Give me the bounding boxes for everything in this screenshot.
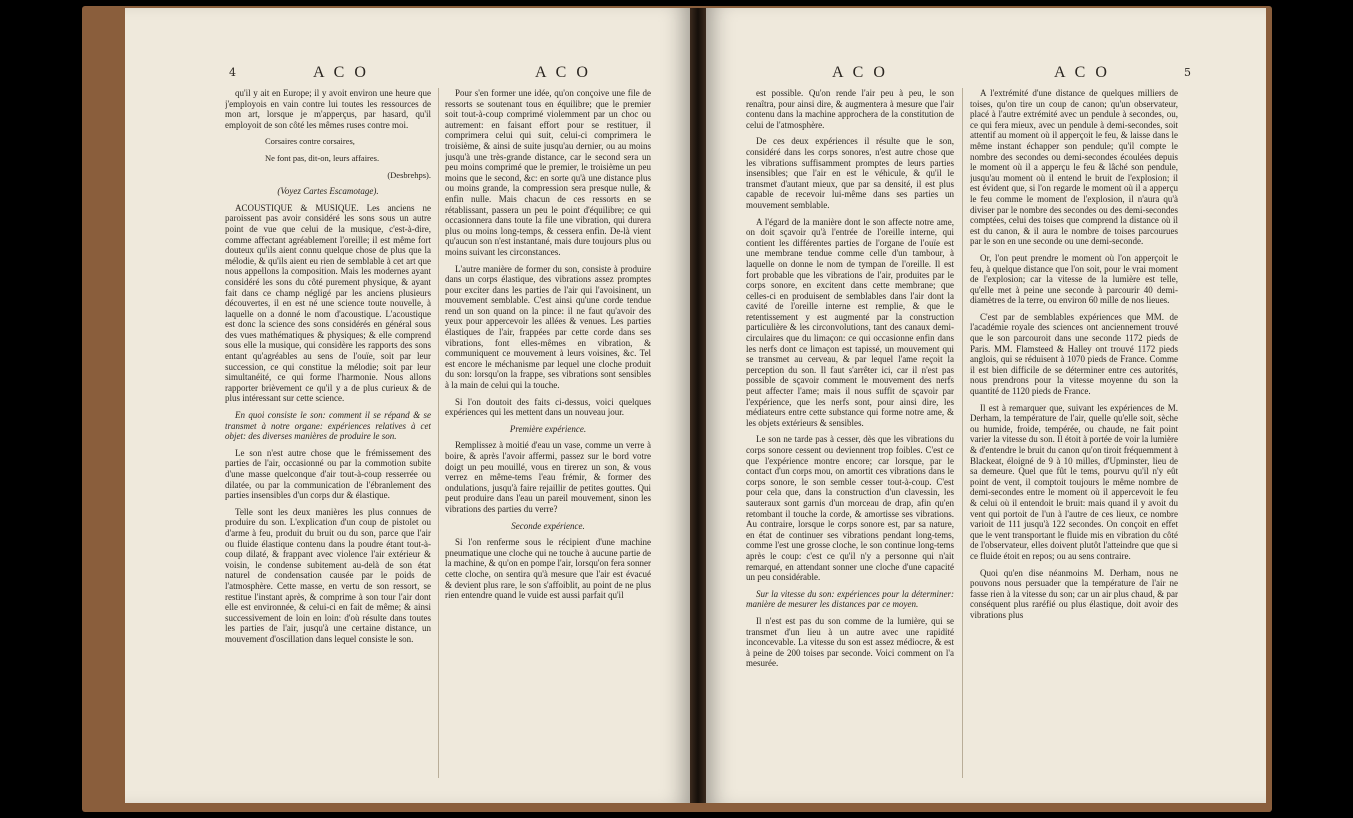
running-head: A C O [832,64,888,81]
running-head: A C O [535,64,591,81]
paragraph: Quoi qu'en dise néanmoins M. Derham, nous ne pouvons nous persuader que la température de l'air ne fasse rien à la vitesse du son; car un air plus chaud, & par conséquent plus raréfié ou plus élastique, doit avoir des vibrations plus [970,567,1178,620]
running-head: A C O [313,64,369,81]
section-heading: En quoi consiste le son: comment il se répand & se transmet à notre organe: expériences relatives à cet objet: des diverses manières de produire le son. [225,410,431,442]
text-column-2 [970,88,1178,778]
page-number: 4 [229,66,236,79]
running-head: A C O [1054,64,1110,81]
column-divider [962,88,963,778]
experiment-heading: Seconde expérience. [511,520,585,531]
verse-attribution: (Desbrehps). [387,169,431,180]
text-column-1 [225,88,431,778]
column-divider [438,88,439,778]
right-page [706,8,1266,803]
paragraph: Or, l'on peut prendre le moment où l'on apperçoit le feu, à quelque distance que l'on soit, pour le vrai moment de l'explosion; car la vitesse de la lumière est telle, qu'elle met à peine une seconde à parcourir 40 demi-diamètres de la terre, ou environ 60 mille de nos lieues. [970,252,1178,306]
verse-line: Corsaires contre corsaires, [265,136,355,147]
paragraph: L'autre manière de former du son, consiste à produire dans un corps élastique, des vibrations assez promptes pour exciter dans les parties de l'air qui l'avoisinent, un mouvement semblable. C'est ainsi qu'une corde tendue rend un son quand on la pince: il ne faut qu'avoir des yeux pour appercevoir les allées & venues. Les parties élastiques de l'air, frappées par cette corde dans ses vibrations, font elles-mêmes en vibration, & communiquent ce mouvement à leurs voisines, &c. Tel est encore le méchanisme par lequel une cloche produit du son: lorsqu'on la frappe, ses vibrations sont sensibles à la main de celui qui la touche. [445,263,651,391]
paragraph: Si l'on doutoit des faits ci-dessus, voici quelques expériences qui les mettent dans un nouveau jour. [445,396,651,418]
paragraph: Le son n'est autre chose que le frémissement des parties de l'air, occasionné ou par la commotion subite d'une masse quelconque d'air tout-à-coup resserrée ou dilatée, ou par la communication de l'ébranlement des parties insensibles d'un corps dur & élastique. [225,447,431,501]
paragraph: De ces deux expériences il résulte que le son, considéré dans les corps sonores, n'est autre chose que les vibrations suffisamment promptes de leurs parties insensibles; que l'air en est le véhicule, & qu'il le transmet d'autant mieux, que par sa densité, il est plus capable de recevoir lui-même dans ses parties un mouvement semblable. [746,136,954,210]
verse-line: Ne font pas, dit-on, leurs affaires. [265,152,380,163]
text-column-1 [746,88,954,778]
paragraph: Pour s'en former une idée, qu'on conçoive une file de ressorts se soutenant tous en équilibre; que le premier soit tout-à-coup comprimé violemment par un choc ou autrement: en faisant effort pour se restituer, il comprimera celui qui suit, celui-ci comprimera le troisième, & ainsi de suite jusqu'au dernier, ou au moins jusqu'à une très-grande distance, car le second sera un peu moins comprimé que le premier, le troisième un peu moins que le second, &c: en sorte qu'à une distance plus ou moins grande, la compression sera presque nulle, & enfin nulle. Mais chacun de ces ressorts en se rétablissant, passera un peu le point d'équilibre; ce qui occasionnera dans toute la file une vibration, qui durera plus ou moins long-temps, & cessera enfin. De-là vient qu'aucun son n'est instantané, mais dure toujours plus ou moins suivant les circonstances. [445,88,651,257]
paragraph: Si l'on renferme sous le récipient d'une machine pneumatique une cloche qui ne touche à aucune partie de la machine, & qu'on en pompe l'air, lorsqu'on fera sonner cette cloche, on sentira qu'à mesure que l'air est évacué & devient plus rare, le son s'affoiblit, au point de ne plus rien entendre quand le vuide est aussi parfait qu'il [445,537,651,601]
paragraph: A l'extrémité d'une distance de quelques milliers de toises, qu'on tire un coup de canon; qu'un observateur, placé à l'autre extrémité avec un pendule à secondes, ou, ce qui fera mieux, avec un pendule à demi-secondes, soit attentif au moment où il apperçoit le feu, & laisse dans le même instant échapper son pendule; qu'il compte le nombre des secondes ou demi-secondes écoulées depuis le moment où il a apperçu le feu & lâché son pendule, jusqu'au moment où il entend le bruit de l'explosion; il est évident que, si l'on regarde le moment où il a apperçu le feu comme le moment de l'explosion, il n'aura qu'à diviser par le nombre des secondes ou des demi-secondes comptées, celui des toises que comprend la distance où il est du canon, & il aura le nombre de toises parcourues par le son en une seconde ou une demi-seconde. [970,88,1178,247]
paragraph: Le son ne tarde pas à cesser, dès que les vibrations du corps sonore cessent ou deviennent trop foibles. C'est ce que l'expérience montre encore; car lorsque, par le contact d'un corps mou, on amortit ces vibrations dans le corps sonore, le son semble cesser tout-à-coup. C'est pour cela que, dans la construction d'un clavessin, les sauteraux sont garnis d'un morceau de drap, afin qu'en retombant il touche la corde, & amortisse ses vibrations. Au contraire, lorsque le corps sonore est, par sa nature, en état de continuer ses vibrations pendant long-tems, comme l'est une grosse cloche, le son continue long-tems après le coup: c'est ce qu'il n'y a personne qui n'ait remarqué, en attendant sonner une cloche d'une capacité un peu considérable. [746,434,954,583]
paragraph: C'est par de semblables expériences que MM. de l'académie royale des sciences ont anciennement trouvé que le son parcouroit dans une seconde 1172 pieds de Paris. MM. Flamsteed & Halley ont trouvé 1172 pieds anglois, qui se réduisent à 1070 pieds de France. Comme il est bien difficile de se déterminer entre ces autorités, nous prendrons pour la vitesse moyenne du son la quantité de 1120 pieds de France. [970,311,1178,397]
left-page [125,8,690,803]
page-number: 5 [1184,66,1191,79]
book-gutter [690,8,706,803]
cross-reference: (Voyez Cartes Escamotage). [277,186,379,197]
paragraph: Il n'est est pas du son comme de la lumière, qui se transmet d'un lieu à un autre avec une rapidité inconcevable. La vitesse du son est assez médiocre, & est à peine de 200 toises par seconde. Voici comment on l'a mesurée. [746,615,954,669]
text-column-2 [445,88,651,778]
paragraph: ACOUSTIQUE & MUSIQUE. Les anciens ne paroissent pas avoir considéré les sons sous un autre point de vue que celui de la musique, c'est-à-dire, comme affectant agréablement l'oreille; il est même fort douteux qu'ils aient connu quelque chose de plus que la mélodie, & qu'ils aient eu rien de semblable à cet art que nous appellons la composition. Mais les modernes ayant considéré les sons du côté purement physique, & ayant fait dans ce champ négligé par les anciens plusieurs découvertes, il en est né une science toute nouvelle, à laquelle on a donné le nom d'acoustique. L'acoustique est donc la science des sons considérés en général sous des vues mathématiques & physiques; & elle comprend sous elle la musique, qui considère les rapports des sons entant qu'agréables au sens de l'ouïe, soit par leur succession, ce qui constitue la mélodie; soit par leur simultanéité, ce qui forme l'harmonie. Nous allons rapporter brièvement ce qu'il y a de plus curieux & de plus intéressant sur cette science. [225,202,431,404]
paragraph: Telle sont les deux manières les plus connues de produire du son. L'explication d'un coup de pistolet ou d'arme à feu, produit du bruit ou du son, parce que l'air ou fluide élastique contenu dans la poudre étant tout-à-coup dilaté, & frappant avec violence l'air extérieur & voisin, le condense subitement au-delà de son état naturel de condensation causée par le poids de l'atmosphère. Cette masse, en vertu de son ressort, se restitue l'instant après, & comprime à son tour l'air dont elle est environnée, & celui-ci en fait de même; & ainsi successivement de loin en loin: d'où résulte dans toutes les parties de l'air, jusqu'à une certaine distance, un mouvement d'oscillation dans lequel consiste le son. [225,506,431,644]
paragraph: Il est à remarquer que, suivant les expériences de M. Derham, la température de l'air, quelle qu'elle soit, sèche ou humide, froide, tempérée, ou chaude, ne fait point varier la vitesse du son. Il étoit à portée de voir la lumière & d'entendre le bruit du canon qu'on tiroit fréquemment à Blackeat, éloigné de 9 à 10 milles, d'Upminster, lieu de sa demeure. Quel que fût le tems, pourvu qu'il n'y eût point de vent, il comptoit toujours le même nombre de demi-secondes entre le moment où il appercevoit le feu & celui où il entendoit le bruit: mais quand il y avoit du vent qui portoit de l'un à l'autre de ces lieux, ce nombre varioit de 111 jusqu'à 122 secondes. On conçoit en effet que le vent transportant le fluide mis en vibration du côté de l'observateur, elles doivent plutôt l'atteindre que que si ce fluide étoit en repos; ou au sens contraire. [970,402,1178,561]
paragraph: Remplissez à moitié d'eau un vase, comme un verre à boire, & après l'avoir affermi, passez sur le bord votre doigt un peu mouillé, vous en tirerez un son, & vous verrez en même-tems l'eau frémir, & former des ondulations, jusqu'à faire rejaillir de petites gouttes. Qui peut produire dans l'eau un pareil mouvement, sinon les vibrations des parties du verre? [445,440,651,514]
experiment-heading: Première expérience. [509,423,587,434]
paragraph: est possible. Qu'on rende l'air peu à peu, le son renaîtra, pour ainsi dire, & augmentera à mesure que l'air contenu dans la machine approchera de la constitution de celui de l'atmosphère. [746,88,954,130]
paragraph: qu'il y ait en Europe; il y avoit environ une heure que j'employois en vain contre lui toutes les ressources de mon art, lorsque je m'apperçus, par hasard, qu'il employoit de son côté les mêmes ruses contre moi. [225,88,431,130]
paragraph: A l'égard de la manière dont le son affecte notre ame, on doit sçavoir qu'à l'entrée de l'oreille interne, qui contient les différentes parties de l'organe de l'ouïe est une membrane tendue comme celle d'un tambour, à laquelle on donne le nom de tympan de l'oreille. Il est fort probable que les vibrations de l'air, produites par le corps sonore, en excitent dans cette membrane; que celles-ci en produisent de semblables dans l'air dont la cavité de l'oreille interne est remplie, & que le retentissement y est augmenté par la construction particulière & les circonvolutions, tant des canaux demi-circulaires que du limaçon: ce qui occasionne enfin dans les nerfs dont ce limaçon est tapissé, un mouvement qui se transmet au cerveau, & par lequel l'ame reçoit la perception du son. Il faut s'arrêter ici, car il n'est pas possible de sçavoir comment le mouvement des nerfs peut affecter l'ame; mais il nous suffit de sçavoir par l'expérience, que les nerfs sont, pour ainsi dire, les médiateurs entre cette substance qui forme notre ame, & les objets extérieurs & sensibles. [746,216,954,428]
section-heading: Sur la vitesse du son: expériences pour la déterminer: manière de mesurer les distances par ce moyen. [746,588,954,610]
